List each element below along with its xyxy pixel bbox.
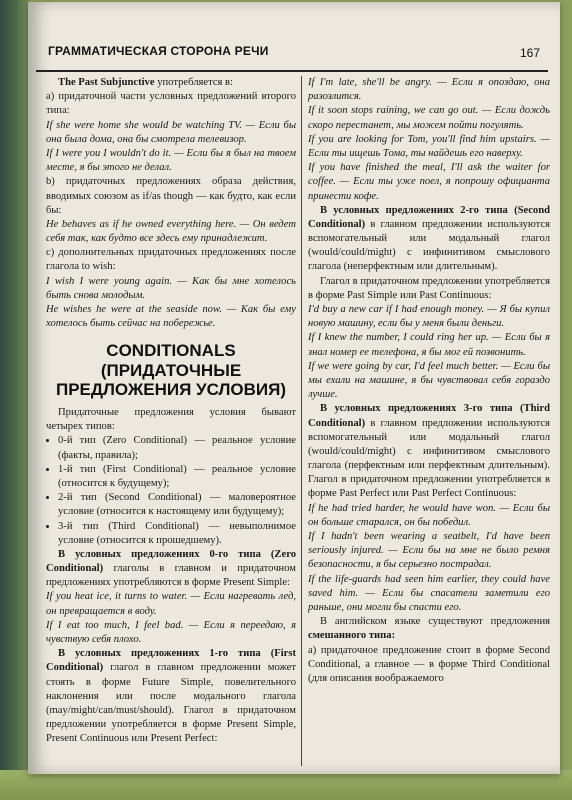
left-column <box>46 76 296 766</box>
first-conditional-text: глагол в главном предложении может стоять в форме Future Simple, повелительного наклонения или после модального глагола (may/might/can/must/should). Глагол в придаточном предложении употребляется в форме Present Simple, Present Continuous или Present Perfect: <box>46 662 296 745</box>
example-text: If you heat ice, it turns to water. — Если нагревать лед, он превращается в воду. <box>46 591 296 617</box>
first-conditional-lead: В условных предложениях 1-го типа (First Conditional) <box>46 648 296 674</box>
list-item: • 0-й тип (Zero Conditional) — реальное условие (факты, правила); <box>58 434 296 462</box>
example-text: If the life-guards had seen him earlier, they could have saved him. — Если бы спасатели заметили его раньше, они могли бы спасти его. <box>308 573 550 613</box>
mixed-type-text: В английском языке существуют предложения <box>320 616 550 628</box>
subjunctive-point-c: c) дополнительных придаточных предложениях после глагола to wish: <box>46 247 296 273</box>
example-text: If I knew the number, I could ring her up. — Если бы я знал номер ее телефона, я бы мог ей позвонить. <box>308 332 550 358</box>
zero-conditional-paragraph <box>46 548 296 591</box>
list-item: • 3-й тип (Third Conditional) — невыполнимое условие (относится к прошедшему). <box>58 520 296 548</box>
example-text: If it soon stops raining, we can go out. — Если дождь скоро перестанет, мы можем пойти погулять. <box>308 105 550 131</box>
page-header <box>36 10 548 72</box>
book-spine-edge <box>0 0 30 800</box>
subjunctive-intro-text: употребляется в: <box>154 77 233 88</box>
third-conditional-paragraph <box>308 402 550 501</box>
example-text: If I were you I wouldn't do it. — Если бы я был на твоем месте, я бы этого не делал. <box>46 147 296 174</box>
book-cover-edge <box>0 770 572 800</box>
example-text: If she were home she would be watching TV. — Если бы она была дома, она бы смотрела телевизор. <box>46 119 296 145</box>
example-text: He behaves as if he owned everything here. — Он ведет себя так, как будто все здесь ему принадлежит. <box>46 218 296 245</box>
column-divider <box>301 76 302 766</box>
mixed-type-point-a: а) придаточное предложение стоит в форме Second Conditional, а главное — в форме Third Conditional (для описания воображаемого <box>308 644 550 684</box>
example-text: He wishes he were at the seaside now. — Как бы ему хотелось быть сейчас на побережье. <box>46 304 296 330</box>
mixed-type-paragraph <box>308 615 550 643</box>
book-page <box>28 2 560 774</box>
zero-conditional-text: глаголы в главном и придаточном предложениях употребляются в форме Present Simple: <box>46 563 296 589</box>
example-text: If I'm late, she'll be angry. — Если я опоздаю, она разозлится. <box>308 77 550 103</box>
running-title: ГРАММАТИЧЕСКАЯ СТОРОНА РЕЧИ <box>48 44 269 58</box>
second-conditional-paragraph <box>308 204 550 275</box>
list-item: • 2-й тип (Second Conditional) — маловероятное условие (относится к настоящему или будущему); <box>58 491 296 519</box>
example-text: I wish I were young again. — Как бы мне хотелось быть снова молодым. <box>46 275 296 301</box>
conditional-types-list <box>46 434 296 548</box>
third-conditional-lead: В условных предложениях 3-го типа (Third Conditional) <box>308 403 550 429</box>
second-conditional-paragraph-2: Глагол в придаточном предложении употребляется в форме Past Simple или Past Continuous: <box>308 275 550 301</box>
subjunctive-point-a: а) придаточной части условных предложений второго типа: <box>46 91 296 117</box>
example-text: If I eat too much, I feel bad. — Если я переедаю, я чувствую себя плохо. <box>46 619 296 646</box>
right-column <box>308 76 550 766</box>
third-conditional-text: в главном предложении используются вспомогательный или модальный глагол (would/could/might) с инфинитивом смыслового глагола (перфектным или перфектным длительным). Глагол в придаточном предложении употребляется в форме Past Perfect или Past Perfect Continuous: <box>308 417 550 500</box>
mixed-type-lead: смешанного типа: <box>308 630 396 642</box>
page-number: 167 <box>519 46 540 60</box>
second-conditional-text: в главном предложении используются вспомогательный или модальный глагол (would/could/might) с инфинитивом смыслового глагола (неперфектным или длительным). <box>308 218 550 273</box>
section-heading: CONDITIONALS (ПРИДАТОЧНЫЕ ПРЕДЛОЖЕНИЯ УСЛОВИЯ) <box>55 341 287 400</box>
subjunctive-point-b: b) придаточных предложениях образа действия, вводимых союзом as if/as though — как будто, как если бы: <box>46 176 296 216</box>
example-text: If you have finished the meal, I'll ask the waiter for coffee. — Если ты уже поел, я попрошу официанта принести кофе. <box>308 162 550 202</box>
zero-conditional-lead: В условных предложениях 0-го типа (Zero Conditional) <box>46 548 296 575</box>
list-item: • 1-й тип (First Conditional) — реальное условие (относится к будущему); <box>58 463 296 491</box>
example-text: If he had tried harder, he would have won. — Если бы он больше старался, он бы победил. <box>308 502 550 528</box>
subjunctive-intro <box>46 76 296 90</box>
first-conditional-paragraph <box>46 647 296 746</box>
second-conditional-lead: В условных предложениях 2-го типа (Second Conditional) <box>308 204 550 230</box>
example-text: If we were going by car, I'd feel much better. — Если бы мы ехали на машине, я бы чувствовал себя гораздо лучше. <box>308 360 550 401</box>
types-intro: Придаточные предложения условия бывают четырех типов: <box>46 407 296 433</box>
example-text: I'd buy a new car if I had enough money. — Я бы купил новую машину, если бы у меня были деньги. <box>308 304 550 330</box>
example-text: If I hadn't been wearing a seatbelt, I'd have been seriously injured. — Если бы на мне не было ремня безопасности, я бы серьезно пострадал. <box>308 531 550 571</box>
subjunctive-term: The Past Subjunctive <box>58 77 155 88</box>
example-text: If you are looking for Tom, you'll find him upstairs. — Если ты ищешь Тома, ты найдешь его наверху. <box>308 133 550 159</box>
